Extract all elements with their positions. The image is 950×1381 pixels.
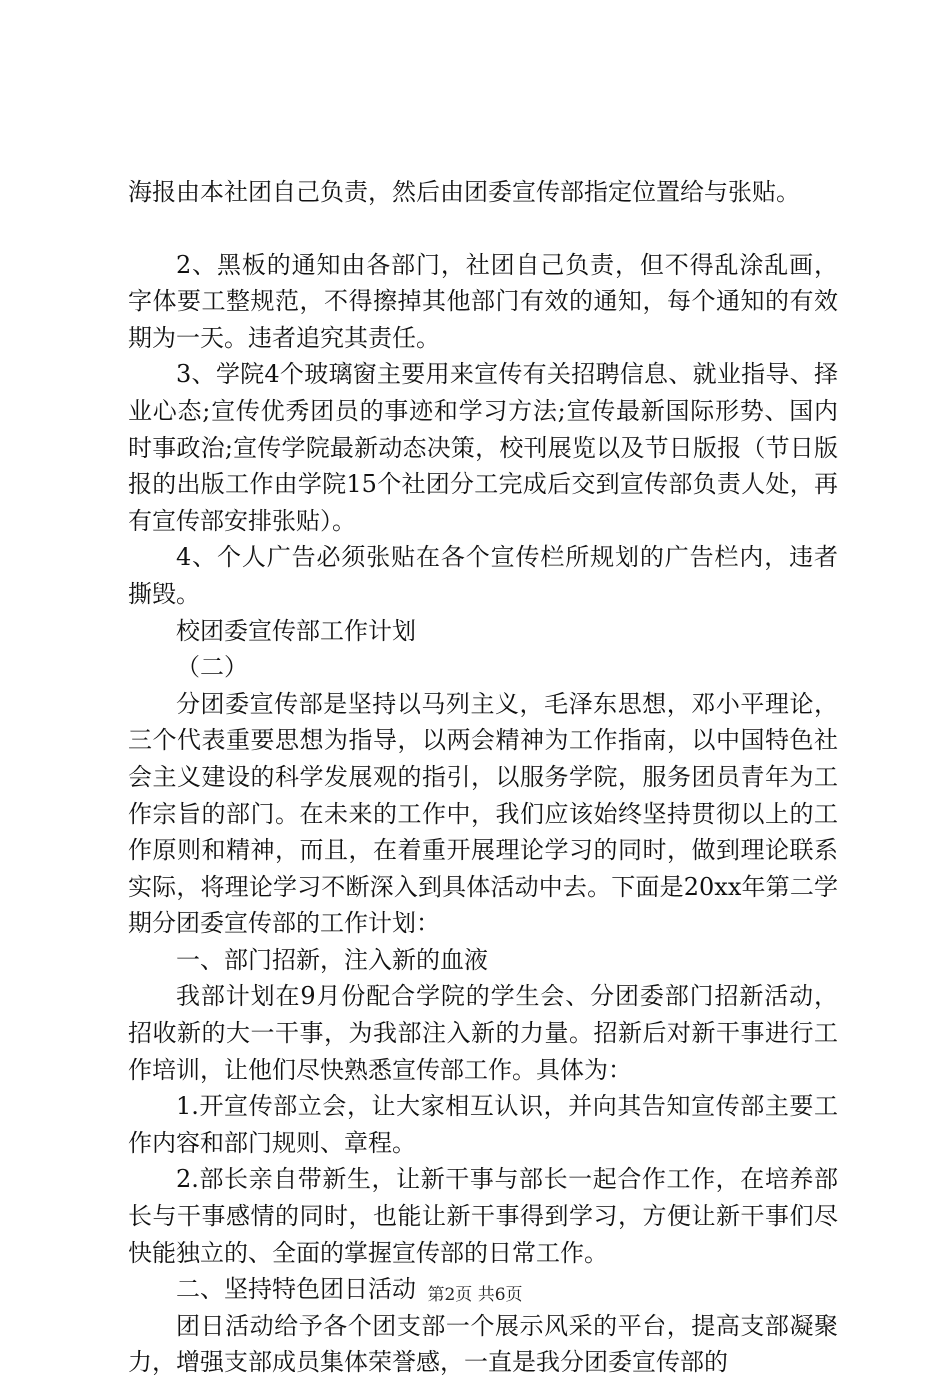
paragraph-league-day: 团日活动给予各个团支部一个展示风采的平台，提高支部凝聚力，增强支部成员集体荣誉感，一直是我分团委宣传部的 bbox=[128, 1311, 838, 1377]
section-number: （二） bbox=[176, 653, 248, 682]
section-title: 校团委宣传部工作计划 bbox=[176, 616, 416, 645]
paragraph-intro: 分团委宣传部是坚持以马列主义，毛泽东思想，邓小平理论，三个代表重要思想为指导，以两会精神为工作指南，以中国特色社会主义建设的科学发展观的指引，以服务学院，服务团员青年为工作宗旨的部门。在未来的工作中，我们应该始终坚持贯彻以上的工作原则和精神，而且，在着重开展理论学习的同时，做到理论联系实际，将理论学习不断深入到具体活动中去。下面是20xx年第二学期分团委宣传部的工作计划： bbox=[128, 689, 838, 938]
paragraph-recruitment-plan: 我部计划在9月份配合学院的学生会、分团委部门招新活动，招收新的大一干事，为我部注入新的力量。招新后对新干事进行工作培训，让他们尽快熟悉宣传部工作。具体为： bbox=[128, 982, 838, 1084]
heading-recruitment: 一、部门招新，注入新的血液 bbox=[176, 945, 488, 974]
page-number-footer: 第2页 共6页 bbox=[427, 1285, 523, 1305]
list-item-meeting: 1.开宣传部立会，让大家相互认识，并向其告知宣传部主要工作内容和部门规则、章程。 bbox=[128, 1092, 838, 1157]
paragraph-glass-window-rule: 3、学院4个玻璃窗主要用来宣传有关招聘信息、就业指导、择业心态;宣传优秀团员的事迹和学习方法;宣传最新国际形势、国内时事政治;宣传学院最新动态决策，校刊展览以及节日版报（节日版报的出版工作由学院15个社团分工完成后交到宣传部负责人处，再有宣传部安排张贴）。 bbox=[128, 360, 838, 535]
heading-league-day: 二、坚持特色团日活动 bbox=[176, 1275, 416, 1304]
list-item-mentoring: 2.部长亲自带新生，让新干事与部长一起合作工作，在培养部长与干事感情的同时，也能让新干事得到学习，方便让新干事们尽快能独立的、全面的掌握宣传部的日常工作。 bbox=[128, 1165, 838, 1267]
paragraph-gap bbox=[128, 211, 838, 247]
paragraph-blackboard-rule: 2、黑板的通知由各部门，社团自己负责，但不得乱涂乱画，字体要工整规范，不得擦掉其他部门有效的通知，每个通知的有效期为一天。违者追究其责任。 bbox=[128, 250, 838, 352]
paragraph-poster-note: 海报由本社团自己负责，然后由团委宣传部指定位置给与张贴。 bbox=[128, 178, 800, 206]
paragraph-ad-rule: 4、个人广告必须张贴在各个宣传栏所规划的广告栏内，违者撕毁。 bbox=[128, 543, 838, 608]
document-body bbox=[128, 174, 838, 1381]
